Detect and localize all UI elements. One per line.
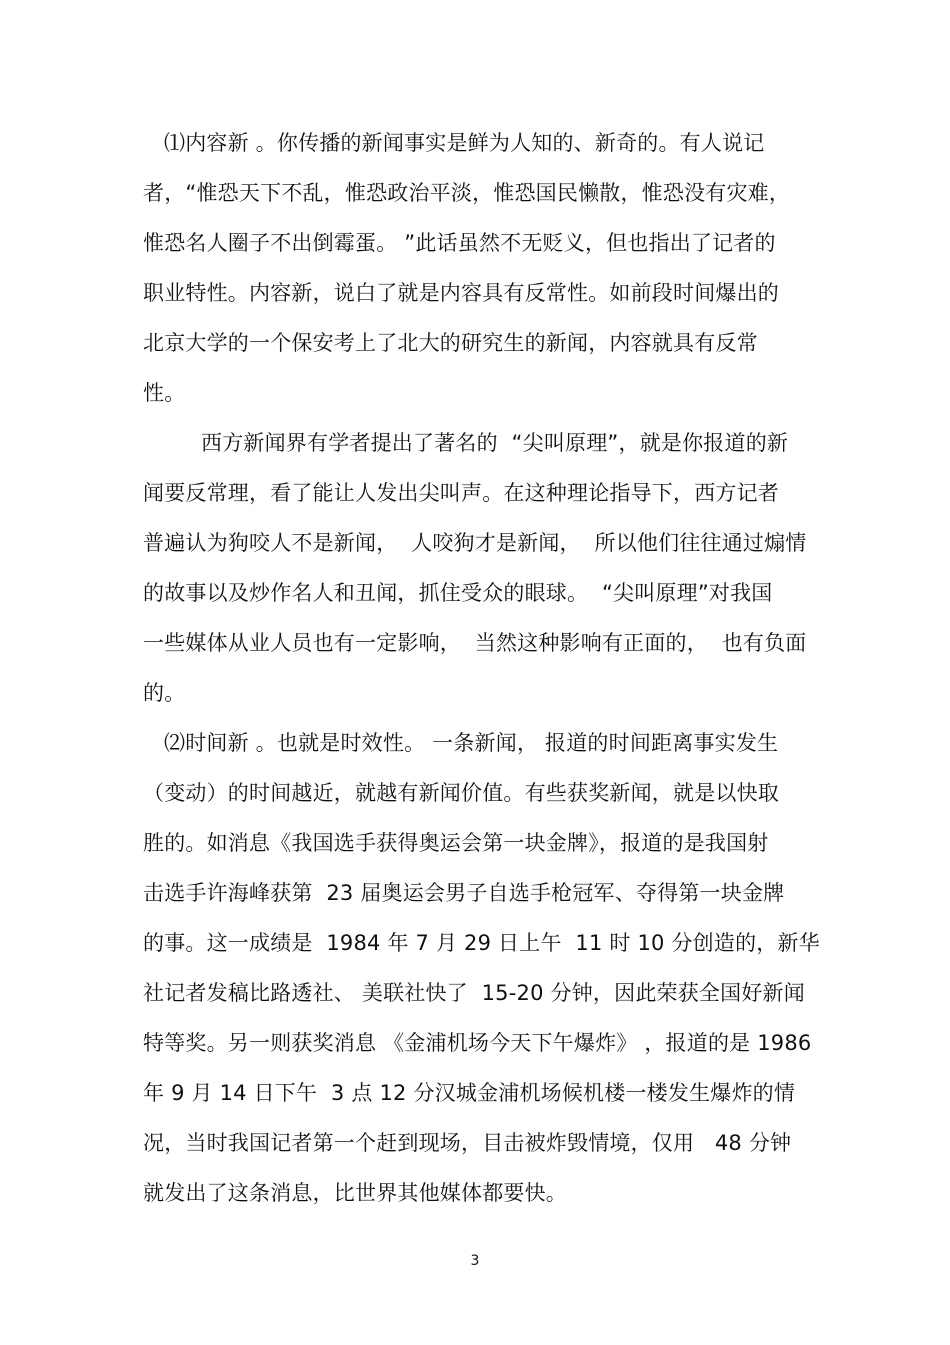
text-line: ⑴内容新 。你传播的新闻事实是鲜为人知的、新奇的。有人说记 <box>164 131 765 155</box>
text-line: （变动）的时间越近，就越有新闻价值。有些获奖新闻，就是以快取 <box>143 781 779 805</box>
text-line: 的。 <box>143 681 186 705</box>
text-line: 年 9 月 14 日下午 3 点 12 分汉城金浦机场候机楼一楼发生爆炸的情 <box>143 1081 796 1105</box>
text-line: 者，“惟恐天下不乱，惟恐政治平淡，惟恐国民懒散，惟恐没有灾难， <box>143 181 791 205</box>
text-line: 击选手许海峰获第 23 届奥运会男子自选手枪冠军、夺得第一块金牌 <box>143 881 785 905</box>
text-line: 职业特性。内容新，说白了就是内容具有反常性。如前段时间爆出的 <box>143 281 779 305</box>
text-line: 普遍认为狗咬人不是新闻， 人咬狗才是新闻， 所以他们往往通过煽情 <box>143 531 807 555</box>
text-line: 况，当时我国记者第一个赶到现场，目击被炸毁情境，仅用 48 分钟 <box>143 1131 792 1155</box>
text-line: 惟恐名人圈子不出倒霉蛋。 ”此话虽然不无贬义，但也指出了记者的 <box>143 231 776 255</box>
text-line: 性。 <box>143 381 186 405</box>
text-line: 一些媒体从业人员也有一定影响， 当然这种影响有正面的， 也有负面 <box>143 631 807 655</box>
text-line: 社记者发稿比路透社、 美联社快了 15-20 分钟，因此荣获全国好新闻 <box>143 981 805 1005</box>
text-line: 北京大学的一个保安考上了北大的研究生的新闻，内容就具有反常 <box>143 331 758 355</box>
text-line: 的事。这一成绩是 1984 年 7 月 29 日上午 11 时 10 分创造的，新华 <box>143 931 820 955</box>
text-line: 的故事以及炒作名人和丑闻，抓住受众的眼球。 “尖叫原理”对我国 <box>143 581 773 605</box>
text-line: 胜的。如消息《我国选手获得奥运会第一块金牌》，报道的是我国射 <box>143 831 769 855</box>
text-line: 特等奖。另一则获奖消息 《金浦机场今天下午爆炸》 ，报道的是 1986 <box>143 1031 812 1055</box>
text-line: 西方新闻界有学者提出了著名的 “尖叫原理”，就是你报道的新 <box>201 431 789 455</box>
page-number: 3 <box>470 1253 480 1269</box>
text-line: ⑵时间新 。也就是时效性。 一条新闻， 报道的时间距离事实发生 <box>164 731 779 755</box>
text-line: 就发出了这条消息，比世界其他媒体都要快。 <box>143 1181 567 1205</box>
text-line: 闻要反常理，看了能让人发出尖叫声。在这种理论指导下，西方记者 <box>143 481 779 505</box>
